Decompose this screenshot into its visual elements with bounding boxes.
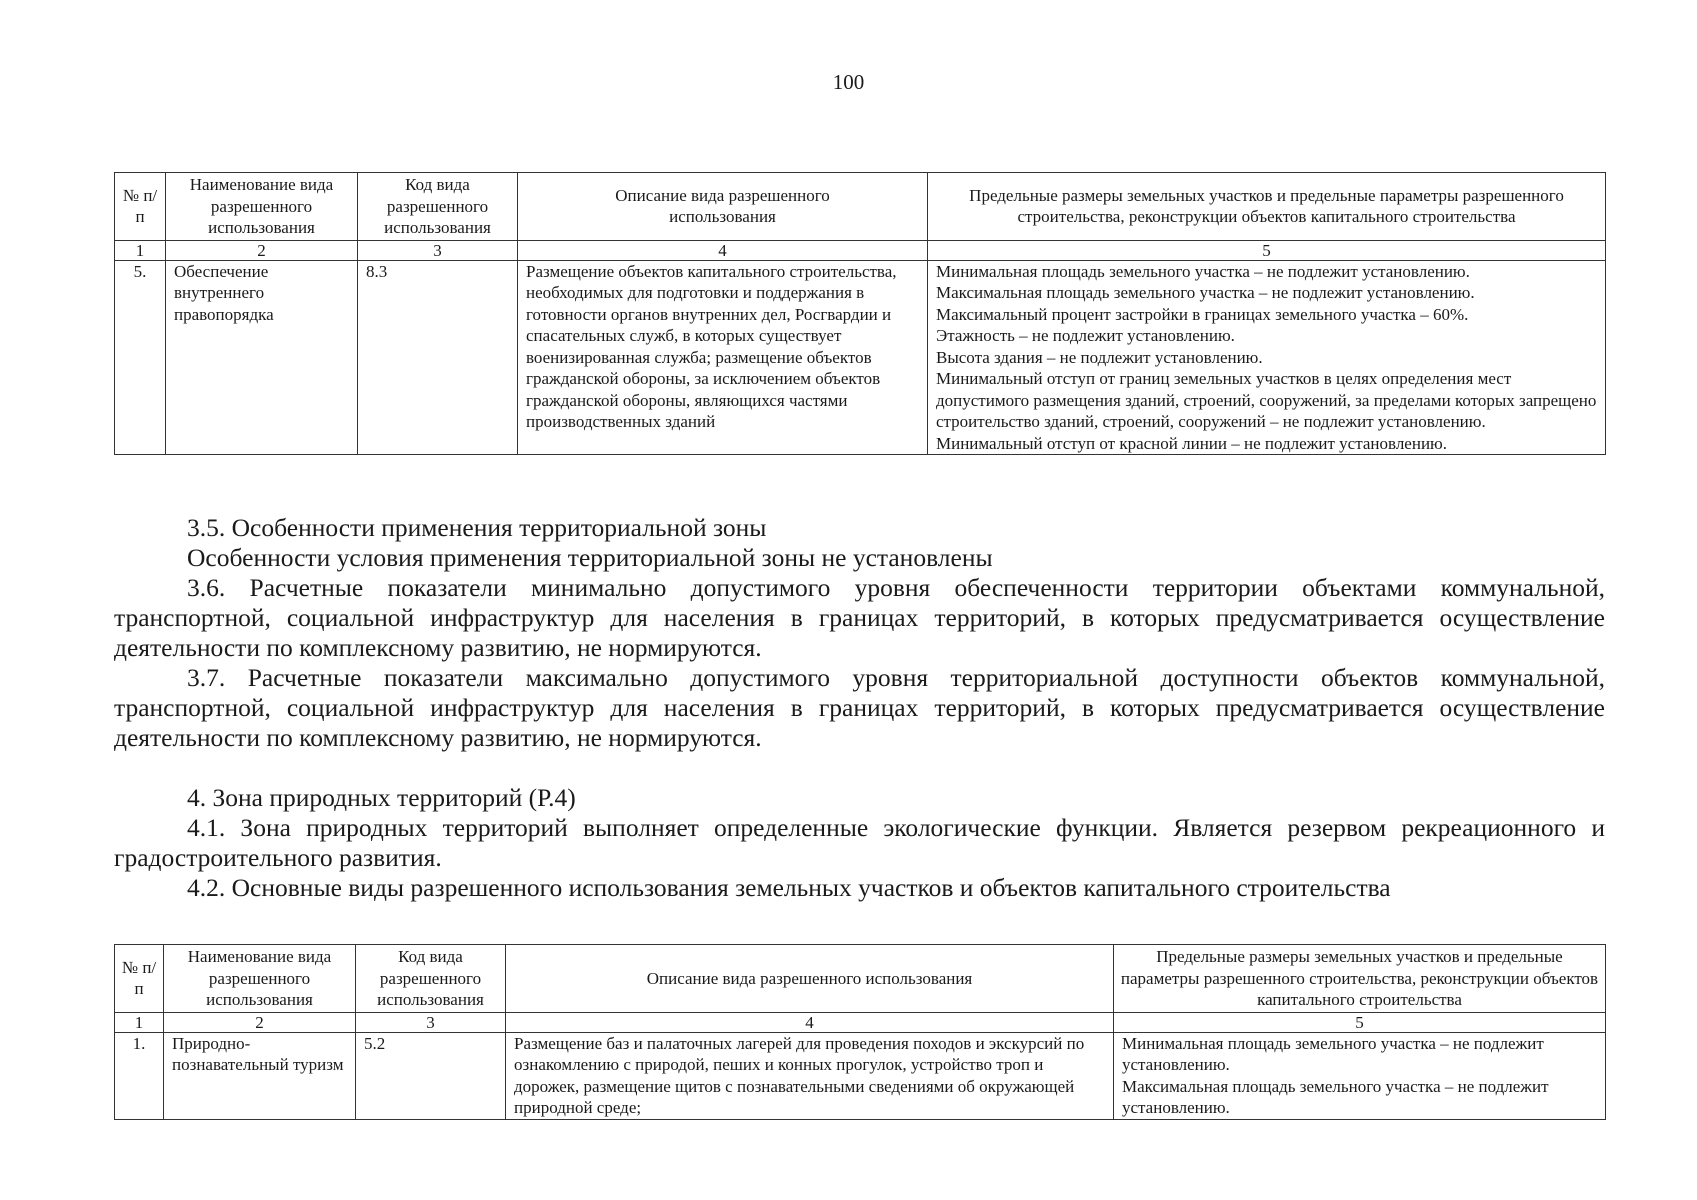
limit-line: Минимальная площадь земельного участка – не подлежит установлению. [1122, 1033, 1544, 1074]
section-3-5-title: 3.5. Особенности применения территориальной зоны [187, 513, 767, 542]
header-code: Код вида разрешенного использования [356, 945, 506, 1013]
column-number: 1 [115, 1012, 164, 1032]
column-number: 3 [358, 240, 518, 260]
row-name: Природно-познавательный туризм [164, 1032, 356, 1119]
column-number: 2 [164, 1012, 356, 1032]
limit-line: Минимальный отступ от границ земельных участков в целях определения мест допустимого размещения зданий, строений, сооружений, за пределами которых запрещено строительство зданий, строений, сооружений – не подлежит установлению. [936, 369, 1597, 431]
column-number: 3 [356, 1012, 506, 1032]
table-row [115, 260, 1606, 455]
section-4 [114, 783, 1605, 903]
header-name: Наименование вида разрешенного использования [164, 945, 356, 1013]
column-number: 5 [928, 240, 1606, 260]
header-description: Описание вида разрешенного использования [506, 945, 1114, 1013]
limit-line: Минимальная площадь земельного участка – не подлежит установлению. [936, 261, 1470, 281]
header-num: № п/п [115, 173, 166, 241]
header-description: Описание вида разрешенного использования [518, 173, 928, 241]
row-limits [1114, 1032, 1606, 1119]
column-number: 5 [1114, 1012, 1606, 1032]
row-num: 5. [115, 260, 166, 455]
limit-line: Максимальный процент застройки в границах земельного участка – 60%. [936, 304, 1469, 324]
limit-line: Минимальный отступ от красной линии – не подлежит установлению. [936, 433, 1447, 453]
column-number: 1 [115, 240, 166, 260]
section-4-title: 4. Зона природных территорий (Р.4) [187, 783, 576, 812]
column-number: 4 [506, 1012, 1114, 1032]
row-description: Размещение баз и палаточных лагерей для проведения походов и экскурсий по ознакомлению с природой, пеших и конных прогулок, устройство троп и дорожек, размещение щитов с познавательными сведениями об окружающей природной среде; [506, 1032, 1114, 1119]
row-description: Размещение объектов капитального строительства, необходимых для подготовки и поддержания в готовности органов внутренних дел, Росгвардии и спасательных служб, в которых существует военизированная служба; размещение объектов гражданской обороны, за исключением объектов гражданской обороны, являющихся частями производственных зданий [518, 260, 928, 455]
limit-line: Этажность – не подлежит установлению. [936, 326, 1235, 345]
section-3 [114, 513, 1605, 753]
row-num: 1. [115, 1032, 164, 1119]
row-code: 5.2 [356, 1032, 506, 1119]
row-limits [928, 260, 1606, 455]
section-3-7: 3.7. Расчетные показатели максимально допустимого уровня территориальной доступности объектов коммунальной, транспортной, социальной инфраструктур для населения в границах территорий, в которых предусматривается осуществление деятельности по комплексному развитию, не нормируются. [114, 663, 1605, 752]
header-limits: Предельные размеры земельных участков и предельные параметры разрешенного строительства, реконструкции объектов капитального строительства [928, 173, 1606, 241]
column-number: 2 [166, 240, 358, 260]
limit-line: Максимальная площадь земельного участка – не подлежит установлению. [1122, 1076, 1549, 1117]
row-code: 8.3 [358, 260, 518, 455]
header-num: № п/п [115, 945, 164, 1013]
table-row [115, 1032, 1606, 1119]
permitted-use-table-2 [114, 944, 1606, 1120]
limit-line: Высота здания – не подлежит установлению. [936, 347, 1263, 367]
section-4-1: 4.1. Зона природных территорий выполняет определенные экологические функции. Является резервом рекреационного и градостроительного развития. [114, 813, 1605, 872]
page-number: 100 [832, 70, 865, 94]
row-name: Обеспечение внутреннего правопорядка [166, 260, 358, 455]
header-name: Наименование вида разрешенного использования [166, 173, 358, 241]
permitted-use-table-1 [114, 172, 1606, 455]
section-4-2: 4.2. Основные виды разрешенного использования земельных участков и объектов капитального строительства [187, 873, 1391, 902]
limit-line: Максимальная площадь земельного участка – не подлежит установлению. [936, 283, 1475, 302]
section-3-6: 3.6. Расчетные показатели минимально допустимого уровня обеспеченности территории объектами коммунальной, транспортной, социальной инфраструктур для населения в границах территорий, в которых предусматривается осуществление деятельности по комплексному развитию, не нормируются. [114, 573, 1605, 662]
section-3-5-text: Особенности условия применения территориальной зоны не установлены [187, 543, 993, 572]
header-code: Код вида разрешенного использования [358, 173, 518, 241]
column-number: 4 [518, 240, 928, 260]
header-limits: Предельные размеры земельных участков и предельные параметры разрешенного строительства, реконструкции объектов капитального строительства [1114, 945, 1606, 1013]
